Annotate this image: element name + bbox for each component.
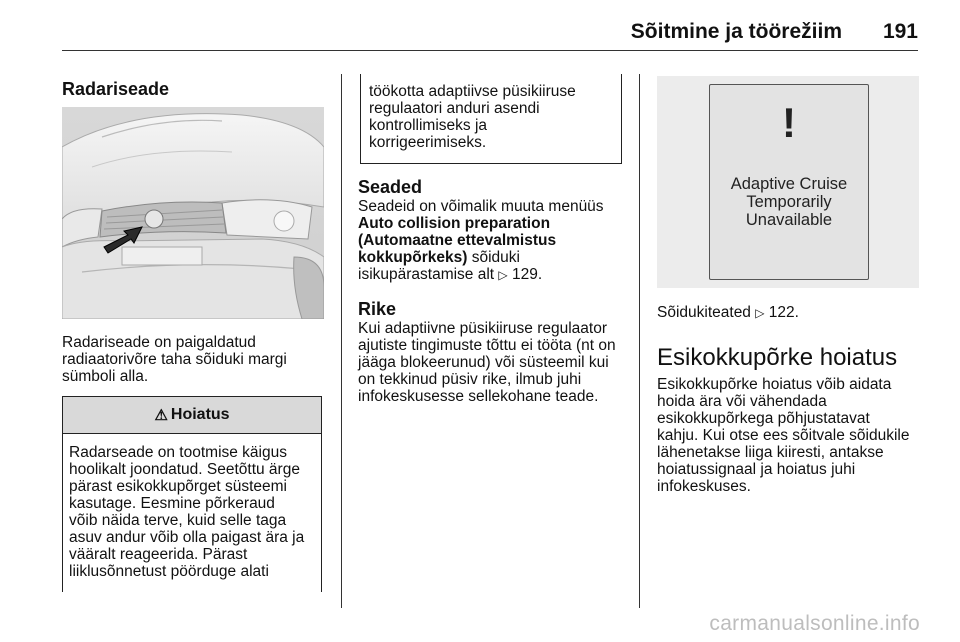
warning-line: regulaatori anduri asendi <box>369 100 540 117</box>
fault-line: infokeskusesse sellekohane teade. <box>358 388 599 405</box>
collision-line: infokeskuses. <box>657 478 751 495</box>
settings-bold: kokkupõrkeks) <box>358 249 468 266</box>
settings-text: isikupärastamise alt <box>358 266 499 283</box>
warning-line: liiklusõnnetust pöörduge alati <box>69 563 269 580</box>
page-ref-arrow-icon: ▷ <box>498 268 508 282</box>
settings-heading: Seaded <box>358 177 423 197</box>
dic-message-line: Unavailable <box>745 211 833 229</box>
column-divider-2 <box>639 74 640 608</box>
exclamation-icon: ! <box>782 99 796 146</box>
collision-line: kahju. Kui otse ees sõitvale sõidukile <box>657 427 910 444</box>
column-3-text <box>657 304 927 495</box>
collision-line: hoiatussignaal ja hoiatus juhi <box>657 461 856 478</box>
collision-line: hoida ära või vähendada <box>657 393 827 410</box>
warning-line: kasutage. Eesmine põrkeraud <box>69 495 275 512</box>
warning-line: pärast esikokkupõrget süsteemi <box>69 478 287 495</box>
caption-line: sümboli alla. <box>62 368 149 385</box>
page-ref-link[interactable]: 129. <box>507 266 543 283</box>
page-ref-link[interactable]: 122. <box>764 304 799 321</box>
dic-message-line: Temporarily <box>746 193 832 211</box>
warning-body <box>63 434 321 580</box>
fault-line: Kui adaptiivne püsikiiruse regulaator <box>358 320 608 337</box>
collision-line: Esikokkupõrke hoiatus võib aidata <box>657 376 892 393</box>
warning-line: töökotta adaptiivse püsikiiruse <box>369 83 576 100</box>
caption-line: radiaatorivõre taha sõiduki margi <box>62 351 287 368</box>
fault-heading: Rike <box>358 299 397 319</box>
ref-text: Sõidukiteated <box>657 304 756 321</box>
settings-text: sõiduki <box>467 249 520 266</box>
warning-line: võib näida terve, kuid selle taga <box>69 512 287 529</box>
page-header <box>62 14 918 51</box>
fault-line: jääga blokeerunud) või süsteemil kui <box>358 354 609 371</box>
settings-bold: Auto collision preparation <box>358 215 551 232</box>
warning-triangle-icon: ⚠ <box>154 407 168 424</box>
warning-line: Radarseade on tootmise käigus <box>69 444 287 461</box>
radar-caption <box>62 334 332 385</box>
watermark: carmanualsonline.info <box>709 612 920 635</box>
dic-display-illustration <box>657 76 919 288</box>
warning-line: vääralt reageerida. Pärast <box>69 546 248 563</box>
settings-line: Seadeid on võimalik muuta menüüs <box>358 198 604 215</box>
dic-screen <box>709 84 869 280</box>
chapter-title: Sõitmine ja töörežiim <box>630 20 842 43</box>
fault-line: ajutiste tingimuste tõttu ei tööta (nt on <box>358 337 616 354</box>
warning-line: korrigeerimiseks. <box>369 134 487 151</box>
fault-line: on tekkinud püsiv rike, ilmub juhi <box>358 371 582 388</box>
column-1 <box>62 78 324 100</box>
dic-message <box>710 175 868 229</box>
warning-box <box>62 396 322 592</box>
caption-line: Radariseade on paigaldatud <box>62 334 256 351</box>
collision-warning-heading: Esikokkupõrke hoiatus <box>657 344 898 371</box>
collision-line: esikokkupõrkega põhjustatavat <box>657 410 870 427</box>
car-radar-illustration <box>62 107 324 319</box>
radar-heading: Radariseade <box>62 79 170 99</box>
warning-line: kontrollimiseks ja <box>369 117 488 134</box>
page-ref-arrow-icon: ▷ <box>755 306 765 320</box>
warning-label: Hoiatus <box>170 406 230 423</box>
page-number: 191 <box>882 20 918 43</box>
column-divider-1 <box>341 74 342 608</box>
warning-header <box>63 397 321 434</box>
dic-message-line: Adaptive Cruise <box>730 175 848 193</box>
warning-box-continued <box>360 74 622 164</box>
collision-line: lähenetakse liiga kiiresti, antakse <box>657 444 884 461</box>
warning-line: asuv andur võib olla paigast ära ja <box>69 529 305 546</box>
warning-line: hoolikalt joondatud. Seetõttu ärge <box>69 461 300 478</box>
settings-bold: (Automaatne ettevalmistus <box>358 232 557 249</box>
settings-section <box>358 176 630 405</box>
